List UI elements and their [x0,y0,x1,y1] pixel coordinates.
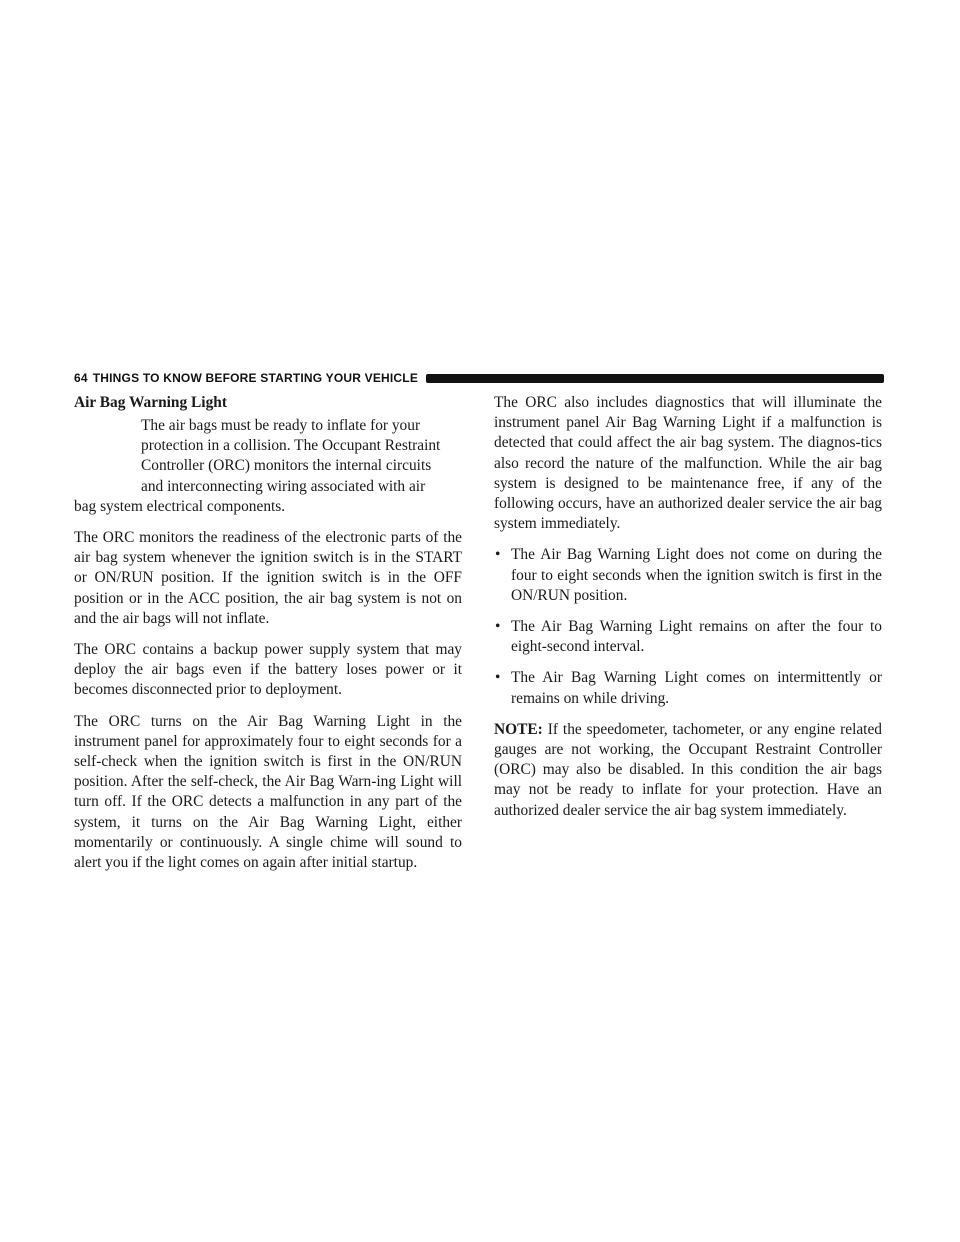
header-rule [426,374,884,383]
intro-indented-lines [74,416,462,497]
bullet-text: The Air Bag Warning Light remains on after the four to eight-second interval. [511,618,882,656]
bullet-icon: • [495,618,501,636]
note-label: NOTE: [494,720,543,738]
paragraph: The ORC monitors the readiness of the electronic parts of the air bag system whenever the ignition switch is in the START or ON/RUN position. If the ignition switch is in the OFF position or in the ACC position, the air bag system is not on and the air bags will not inflate. [74,529,462,627]
right-column [494,393,882,832]
page-number: 64 [74,371,88,385]
page-header [74,370,884,386]
section-heading: Air Bag Warning Light [74,394,227,411]
intro-line: Controller (ORC) monitors the internal circuits [141,457,432,475]
bullet-icon: • [495,669,501,687]
chapter-title: THINGS TO KNOW BEFORE STARTING YOUR VEHICLE [92,371,419,385]
bullet-list [494,545,882,708]
bullet-text: The Air Bag Warning Light does not come on during the four to eight seconds when the ignition switch is first in the ON/RUN position. [511,546,882,604]
paragraph: The ORC turns on the Air Bag Warning Light in the instrument panel for approximately four to eight seconds for a self-check when the ignition switch is first in the ON/RUN position. After the self-check, the Air Bag Warn-ing Light will turn off. If the ORC detects a malfunction in any part of the system, it turns on the Air Bag Warning Light, either momentarily or continuously. A single chime will sound to alert you if the light comes on again after initial startup. [74,712,462,872]
intro-paragraph [74,416,462,517]
paragraph: The ORC also includes diagnostics that will illuminate the instrument panel Air Bag Warning Light if a malfunction is detected that could affect the air bag system. The diagnos-tics also record the nature of the malfunction. While the air bag system is designed to be maintenance free, if any of the following occurs, have an authorized dealer service the air bag system immediately. [494,394,882,533]
list-item [494,617,882,657]
paragraph: The ORC contains a backup power supply system that may deploy the air bags even if the battery loses power or it becomes disconnected prior to deployment. [74,641,462,699]
intro-line: protection in a collision. The Occupant Restraint [141,437,441,455]
list-item [494,668,882,708]
left-column [74,393,462,884]
list-item [494,545,882,606]
intro-line: and interconnecting wiring associated with air [141,477,426,495]
bullet-icon: • [495,546,501,564]
intro-line: The air bags must be ready to inflate for your [141,417,421,434]
note-text: If the speedometer, tachometer, or any engine related gauges are not working, the Occupant Restraint Controller (ORC) may also be disabled. In this condition the air bags may not be ready to inflate for your protection. Have an authorized dealer service the air bag system immediately. [494,720,882,819]
intro-line-tail: bag system electrical components. [74,497,286,515]
note-paragraph [494,720,882,821]
bullet-text: The Air Bag Warning Light comes on intermittently or remains on while driving. [511,669,882,707]
